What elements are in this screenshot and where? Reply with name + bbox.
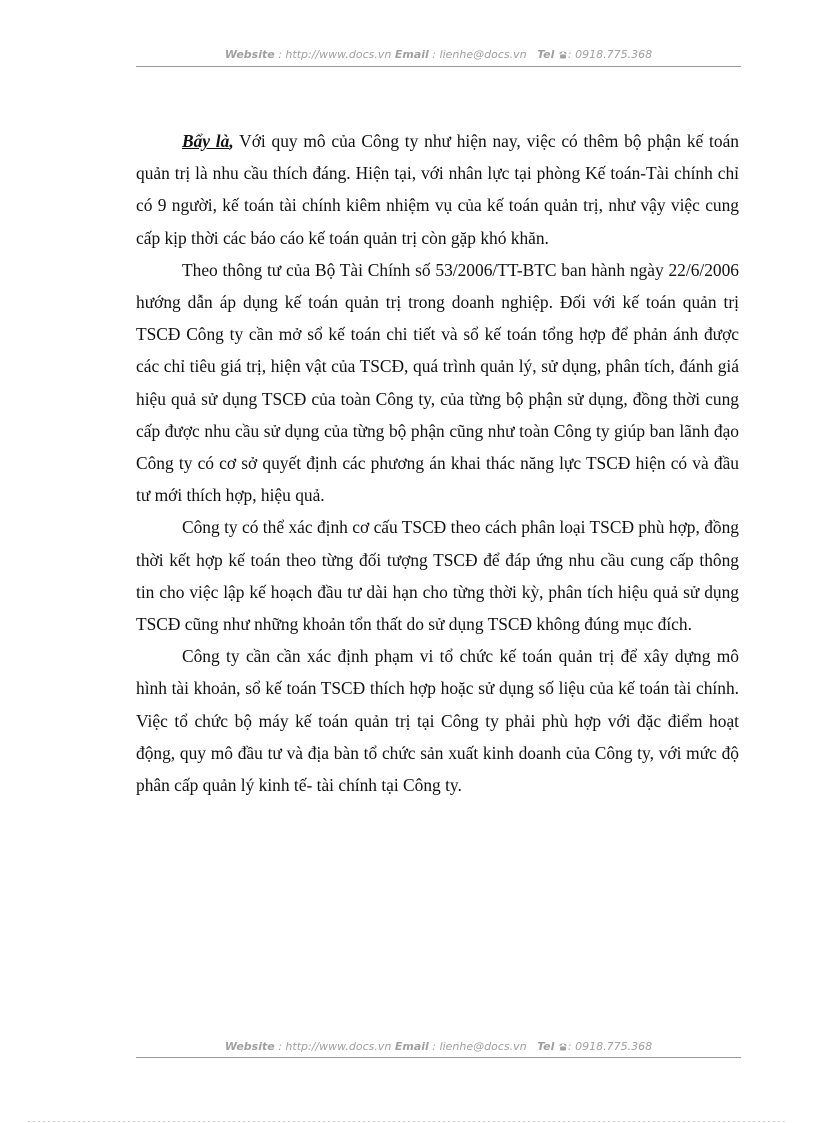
email-separator: : — [428, 48, 440, 61]
email-separator: : — [428, 1040, 440, 1053]
website-separator: : — [274, 48, 286, 61]
tel-label: Tel — [537, 1040, 555, 1053]
page-footer — [136, 1039, 741, 1055]
website-url[interactable]: http://www.docs.vn — [285, 1040, 392, 1053]
email-address[interactable]: lienhe@docs.vn — [439, 1040, 527, 1053]
paragraph-1 — [136, 125, 739, 254]
website-separator: : — [274, 1040, 286, 1053]
email-label: Email — [394, 48, 429, 61]
tel-label: Tel — [537, 48, 555, 61]
document-body — [136, 125, 739, 801]
paragraph-2: Theo thông tư của Bộ Tài Chính số 53/2006/TT-BTC ban hành ngày 22/6/2006 hướng dẫn áp dụng kế toán quản trị trong doanh nghiệp. Đối với kế toán quản trị TSCĐ Công ty cần mở sổ kế toán chi tiết và sổ kế toán tổng hợp để phản ánh được các chỉ tiêu giá trị, hiện vật của TSCĐ, quá trình quản lý, sử dụng, phân tích, đánh giá hiệu quả sử dụng TSCĐ của toàn Công ty, của từng bộ phận sử dụng, đồng thời cung cấp được nhu cầu sử dụng của từng bộ phận cũng như toàn Công ty giúp ban lãnh đạo Công ty có cơ sở quyết định các phương án khai thác năng lực TSCĐ hiện có và đầu tư mới thích hợp, hiệu quả. — [136, 259, 739, 506]
website-url[interactable]: http://www.docs.vn — [285, 48, 392, 61]
paragraph-lead: Bẩy là — [182, 131, 230, 151]
website-label: Website — [224, 48, 275, 61]
tel-number: : 0918.775.368 — [567, 1040, 653, 1053]
tel-number: : 0918.775.368 — [567, 48, 653, 61]
paragraph-4: Công ty cần cần xác định phạm vi tổ chức kế toán quản trị để xây dựng mô hình tài khoản, sổ kế toán TSCĐ thích hợp hoặc sử dụng số liệu của kế toán tài chính. Việc tổ chức bộ máy kế toán quản trị tại Công ty phải phù hợp với đặc điểm hoạt động, quy mô đầu tư và địa bàn tổ chức sản xuất kinh doanh của Công ty, với mức độ phân cấp quản lý kinh tế- tài chính tại Công ty. — [136, 646, 739, 796]
telephone-icon — [558, 50, 568, 59]
footer-rule — [136, 1057, 741, 1058]
paragraph-1-text: Với quy mô của Công ty như hiện nay, việc có thêm bộ phận kế toán quản trị là nhu cầu thích đáng. Hiện tại, với nhân lực tại phòng Kế toán-Tài chính chỉ có 9 người, kế toán tài chính kiêm nhiệm vụ của kế toán quản trị, như vậy việc cung cấp kịp thời các báo cáo kế toán quản trị còn gặp khó khăn. — [136, 131, 739, 248]
page-edge-divider — [28, 1121, 788, 1122]
email-label: Email — [394, 1040, 429, 1053]
website-label: Website — [224, 1040, 275, 1053]
telephone-icon — [558, 1042, 568, 1051]
header-rule — [136, 66, 741, 67]
paragraph-lead-comma: , — [229, 131, 234, 151]
paragraph-3: Công ty có thể xác định cơ cấu TSCĐ theo cách phân loại TSCĐ phù hợp, đồng thời kết hợp kế toán theo từng đối tượng TSCĐ để đáp ứng nhu cầu cung cấp thông tin cho việc lập kế hoạch đầu tư dài hạn cho từng thời kỳ, phân tích hiệu quả sử dụng TSCĐ cũng như những khoản tổn thất do sử dụng TSCĐ không đúng mục đích. — [136, 517, 739, 635]
email-address[interactable]: lienhe@docs.vn — [439, 48, 527, 61]
page-header — [136, 47, 741, 63]
